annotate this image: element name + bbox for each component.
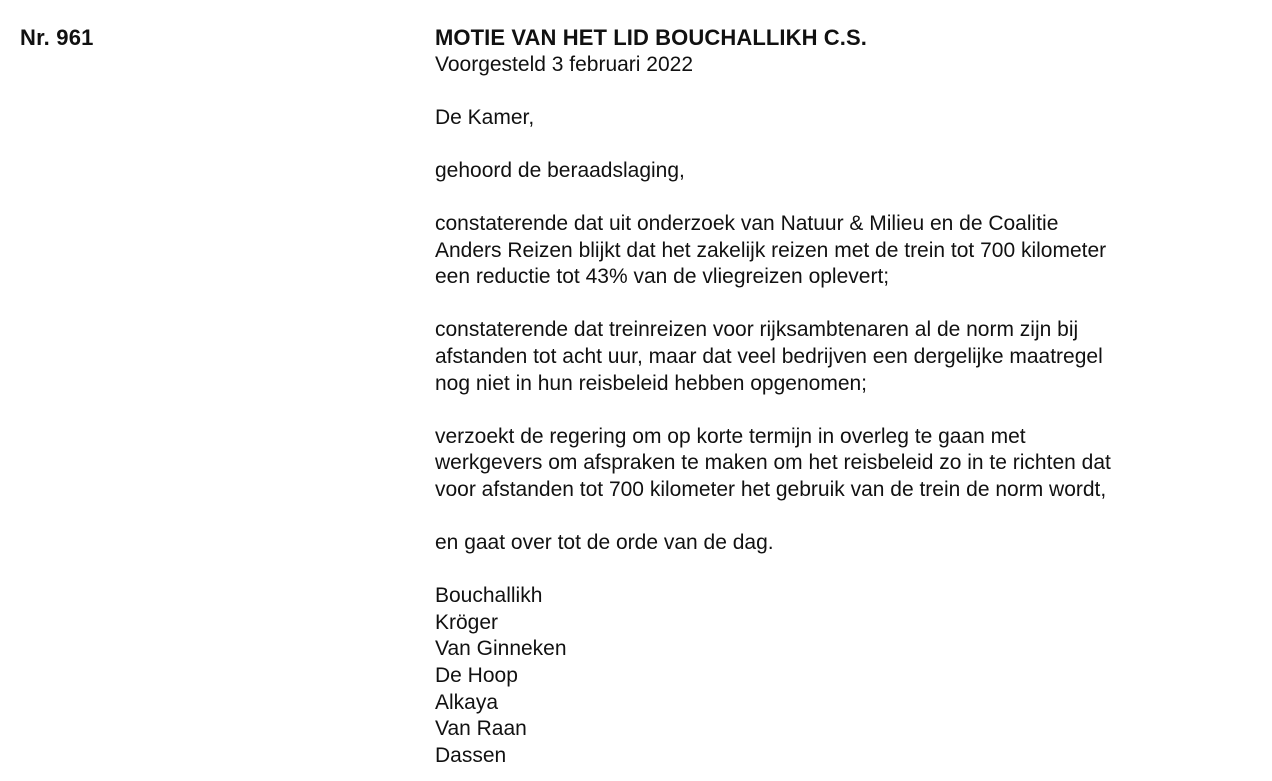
considering-1-line: constaterende dat uit onderzoek van Natuur & Milieu en de Coalitie: [435, 211, 1059, 235]
heard-deliberation: gehoord de beraadslaging,: [435, 158, 685, 182]
considering-2-line: afstanden tot acht uur, maar dat veel bedrijven een dergelijke maatregel: [435, 344, 1103, 368]
signer-name: Alkaya: [435, 690, 499, 714]
considering-1-line: een reductie tot 43% van de vliegreizen oplevert;: [435, 265, 890, 289]
closing-line: en gaat over tot de orde van de dag.: [435, 531, 774, 555]
considering-paragraph-2: [435, 317, 1255, 397]
request-line: werkgevers om afspraken te maken om het reisbeleid zo in te richten dat: [435, 451, 1111, 475]
signer-name: Bouchallikh: [435, 584, 543, 608]
signer-name: Dassen: [435, 743, 507, 767]
motion-title: MOTIE VAN HET LID BOUCHALLIKH C.S.: [435, 25, 867, 50]
motion-body: [435, 24, 1255, 769]
request-line: verzoekt de regering om op korte termijn in overleg te gaan met: [435, 424, 1026, 448]
request-paragraph: [435, 424, 1255, 504]
signer-name: Kröger: [435, 610, 499, 634]
signer-name: Van Ginneken: [435, 637, 567, 661]
request-line: voor afstanden tot 700 kilometer het gebruik van de trein de norm wordt,: [435, 477, 1107, 501]
signer-name: De Hoop: [435, 664, 518, 688]
document-number: Nr. 961: [20, 25, 94, 50]
opening-line: De Kamer,: [435, 105, 535, 129]
considering-paragraph-1: [435, 211, 1255, 291]
signer-name: Van Raan: [435, 717, 527, 741]
proposed-date: Voorgesteld 3 februari 2022: [435, 53, 694, 76]
signers-list: [435, 583, 1255, 769]
considering-2-line: nog niet in hun reisbeleid hebben opgenomen;: [435, 371, 868, 395]
considering-2-line: constaterende dat treinreizen voor rijksambtenaren al de norm zijn bij: [435, 318, 1079, 342]
considering-1-line: Anders Reizen blijkt dat het zakelijk reizen met de trein tot 700 kilometer: [435, 238, 1107, 262]
